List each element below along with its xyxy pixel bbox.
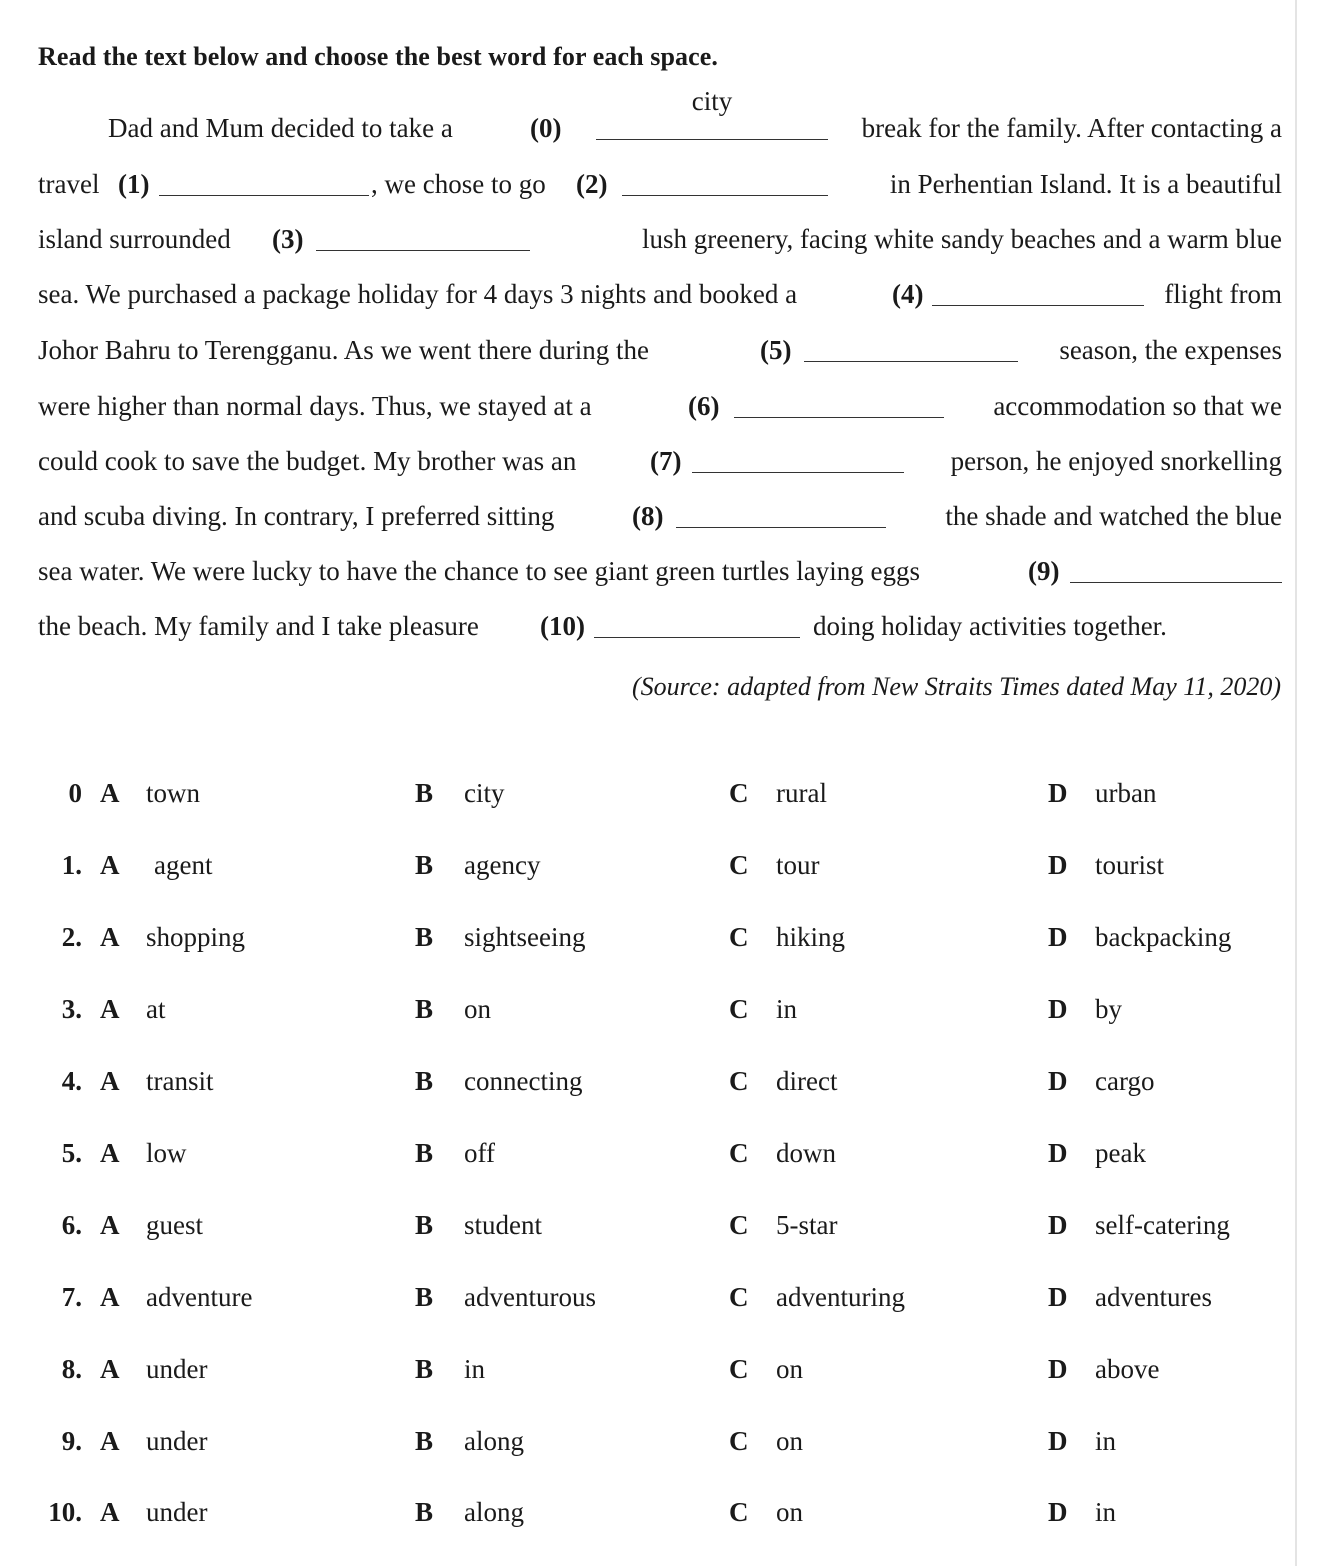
option-b[interactable]: student — [464, 1210, 542, 1240]
answer-blank-1[interactable] — [159, 195, 369, 196]
answer-blank-4[interactable] — [932, 305, 1144, 306]
answer-blank-5[interactable] — [804, 361, 1018, 362]
option-letter-d: D — [1048, 1354, 1068, 1384]
option-letter-a: A — [100, 1066, 120, 1096]
passage-text: in Perhentian Island. It is a beautiful — [889, 169, 1282, 199]
option-letter-a: A — [100, 922, 120, 952]
option-letter-c: C — [729, 994, 749, 1024]
blank-number: (5) — [760, 335, 792, 365]
option-b[interactable]: adventurous — [464, 1282, 596, 1312]
option-letter-a: A — [100, 1210, 120, 1240]
passage-text: Johor Bahru to Terengganu. As we went there during the — [38, 335, 649, 365]
option-letter-c: C — [729, 1426, 749, 1456]
blank-number: (7) — [650, 446, 682, 476]
option-b[interactable]: on — [464, 994, 491, 1024]
option-letter-c: C — [729, 922, 749, 952]
question-row — [0, 922, 1323, 966]
question-row — [0, 1426, 1323, 1470]
option-b[interactable]: city — [464, 778, 505, 808]
option-letter-d: D — [1048, 994, 1068, 1024]
passage-text: break for the family. After contacting a — [861, 113, 1282, 143]
blank-number: (4) — [892, 279, 924, 309]
passage-line — [38, 551, 1282, 591]
option-letter-b: B — [415, 1426, 434, 1456]
option-c[interactable]: tour — [776, 850, 820, 880]
example-answer: city — [691, 86, 733, 116]
passage-line — [38, 219, 1282, 259]
option-letter-b: B — [415, 1138, 434, 1168]
option-a[interactable]: under — [146, 1497, 208, 1527]
option-d[interactable]: urban — [1095, 778, 1157, 808]
answer-blank-7[interactable] — [692, 472, 904, 473]
option-d[interactable]: in — [1095, 1497, 1117, 1527]
option-c[interactable]: on — [776, 1497, 803, 1527]
blank-number: (1) — [118, 169, 150, 199]
question-row — [0, 1354, 1323, 1398]
option-letter-d: D — [1048, 1066, 1068, 1096]
option-letter-d: D — [1048, 850, 1068, 880]
passage-line — [38, 386, 1282, 426]
option-letter-a: A — [100, 1138, 120, 1168]
option-d[interactable]: cargo — [1095, 1066, 1155, 1096]
option-d[interactable]: peak — [1095, 1138, 1146, 1168]
answer-blank-2[interactable] — [622, 195, 828, 196]
question-number: 3. — [61, 994, 82, 1024]
passage-line — [38, 441, 1282, 481]
passage-text: island surrounded — [38, 224, 231, 254]
passage-text: , we chose to go — [371, 169, 546, 199]
question-row — [0, 994, 1323, 1038]
option-c[interactable]: down — [776, 1138, 836, 1168]
answer-blank-3[interactable] — [316, 250, 530, 251]
option-c[interactable]: adventuring — [776, 1282, 905, 1312]
option-letter-d: D — [1048, 1210, 1068, 1240]
question-row — [0, 850, 1323, 894]
option-letter-b: B — [415, 1354, 434, 1384]
passage-text: the shade and watched the blue — [945, 501, 1282, 531]
blank-number: (6) — [688, 391, 720, 421]
option-a[interactable]: at — [146, 994, 166, 1024]
option-d[interactable]: tourist — [1095, 850, 1165, 880]
passage-text: the beach. My family and I take pleasure — [38, 611, 479, 641]
option-letter-b: B — [415, 1497, 434, 1527]
question-row — [0, 1066, 1323, 1110]
question-row — [0, 1497, 1323, 1541]
option-letter-b: B — [415, 994, 434, 1024]
passage-text: lush greenery, facing white sandy beaches and a warm blue — [642, 224, 1282, 254]
passage-text: accommodation so that we — [993, 391, 1282, 421]
answer-blank-10[interactable] — [594, 637, 800, 638]
option-a[interactable]: adventure — [146, 1282, 253, 1312]
option-a[interactable]: guest — [146, 1210, 203, 1240]
option-b[interactable]: agency — [464, 850, 541, 880]
option-letter-a: A — [100, 1426, 120, 1456]
passage-text: could cook to save the budget. My brother was an — [38, 446, 577, 476]
passage-text: travel — [38, 169, 100, 199]
passage-line — [38, 86, 1282, 148]
passage-text: sea water. We were lucky to have the chance to see giant green turtles laying eggs — [38, 556, 920, 586]
question-number: 4. — [61, 1066, 82, 1096]
passage-text: doing holiday activities together. — [813, 611, 1167, 641]
option-a[interactable]: town — [146, 778, 200, 808]
answer-blank-9[interactable] — [1070, 582, 1282, 583]
instruction-heading: Read the text below and choose the best word for each space. — [38, 42, 719, 71]
option-d[interactable]: in — [1095, 1426, 1117, 1456]
option-b[interactable]: along — [464, 1497, 524, 1527]
option-d[interactable]: above — [1095, 1354, 1160, 1384]
question-number: 0 — [68, 778, 82, 808]
question-number: 2. — [61, 922, 82, 952]
option-b[interactable]: in — [464, 1354, 486, 1384]
option-letter-c: C — [729, 850, 749, 880]
option-letter-b: B — [415, 1210, 434, 1240]
blank-number: (8) — [632, 501, 664, 531]
blank-number: (0) — [530, 113, 562, 143]
option-a[interactable]: low — [146, 1138, 187, 1168]
passage-text: were higher than normal days. Thus, we stayed at a — [38, 391, 592, 421]
option-letter-a: A — [100, 778, 120, 808]
source-citation: (Source: adapted from New Straits Times dated May 11, 2020) — [632, 672, 1281, 701]
option-d[interactable]: backpacking — [1095, 922, 1232, 952]
option-letter-c: C — [729, 778, 749, 808]
option-letter-c: C — [729, 1354, 749, 1384]
option-b[interactable]: connecting — [464, 1066, 583, 1096]
question-row — [0, 1138, 1323, 1182]
question-number: 9. — [61, 1426, 82, 1456]
option-letter-a: A — [100, 1497, 120, 1527]
option-c[interactable]: on — [776, 1426, 803, 1456]
question-row — [0, 1210, 1323, 1254]
passage-text: person, he enjoyed snorkelling — [950, 446, 1282, 476]
question-number: 7. — [61, 1282, 82, 1312]
option-letter-a: A — [100, 1354, 120, 1384]
question-number: 1. — [61, 850, 82, 880]
passage-text: Dad and Mum decided to take a — [108, 113, 453, 143]
option-a[interactable]: transit — [146, 1066, 214, 1096]
option-a[interactable]: agent — [154, 850, 213, 880]
option-b[interactable]: along — [464, 1426, 524, 1456]
question-number: 8. — [61, 1354, 82, 1384]
option-letter-d: D — [1048, 1426, 1068, 1456]
question-row — [0, 778, 1323, 822]
option-letter-a: A — [100, 994, 120, 1024]
passage-line — [38, 274, 1282, 314]
option-letter-c: C — [729, 1066, 749, 1096]
option-letter-d: D — [1048, 922, 1068, 952]
blank-number: (9) — [1028, 556, 1060, 586]
option-letter-a: A — [100, 1282, 120, 1312]
option-letter-b: B — [415, 1282, 434, 1312]
option-letter-b: B — [415, 1066, 434, 1096]
passage-line — [38, 606, 1282, 646]
option-c[interactable]: on — [776, 1354, 803, 1384]
blank-number: (2) — [576, 169, 608, 199]
passage-text: sea. We purchased a package holiday for 4 days 3 nights and booked a — [38, 279, 798, 309]
option-letter-c: C — [729, 1210, 749, 1240]
option-letter-c: C — [729, 1282, 749, 1312]
option-letter-c: C — [729, 1138, 749, 1168]
option-c[interactable]: 5-star — [776, 1210, 838, 1240]
option-b[interactable]: sightseeing — [464, 922, 586, 952]
option-letter-b: B — [415, 922, 434, 952]
option-letter-d: D — [1048, 778, 1068, 808]
option-c[interactable]: hiking — [776, 922, 846, 952]
passage-text: flight from — [1164, 279, 1282, 309]
option-letter-d: D — [1048, 1282, 1068, 1312]
option-c[interactable]: direct — [776, 1066, 838, 1096]
answer-blank-8[interactable] — [676, 527, 886, 528]
option-letter-b: B — [415, 778, 434, 808]
blank-number: (3) — [272, 224, 304, 254]
option-letter-b: B — [415, 850, 434, 880]
question-number: 5. — [61, 1138, 82, 1168]
option-d[interactable]: adventures — [1095, 1282, 1212, 1312]
option-a[interactable]: under — [146, 1354, 208, 1384]
option-letter-d: D — [1048, 1138, 1068, 1168]
option-a[interactable]: under — [146, 1426, 208, 1456]
option-d[interactable]: by — [1095, 994, 1122, 1024]
option-letter-c: C — [729, 1497, 749, 1527]
option-a[interactable]: shopping — [146, 922, 246, 952]
passage-text: season, the expenses — [1059, 335, 1282, 365]
passage-line — [38, 496, 1282, 536]
answer-blank-6[interactable] — [734, 417, 944, 418]
question-number: 6. — [61, 1210, 82, 1240]
passage-text: and scuba diving. In contrary, I preferred sitting — [38, 501, 555, 531]
option-c[interactable]: rural — [776, 778, 827, 808]
option-c[interactable]: in — [776, 994, 798, 1024]
question-number: 10. — [48, 1497, 82, 1527]
blank-number: (10) — [540, 611, 585, 641]
option-letter-a: A — [100, 850, 120, 880]
option-d[interactable]: self-catering — [1095, 1210, 1230, 1240]
option-letter-d: D — [1048, 1497, 1068, 1527]
option-b[interactable]: off — [464, 1138, 495, 1168]
passage-line — [38, 164, 1282, 204]
answer-blank-0[interactable] — [596, 139, 828, 140]
passage-line — [38, 330, 1282, 370]
question-row — [0, 1282, 1323, 1326]
